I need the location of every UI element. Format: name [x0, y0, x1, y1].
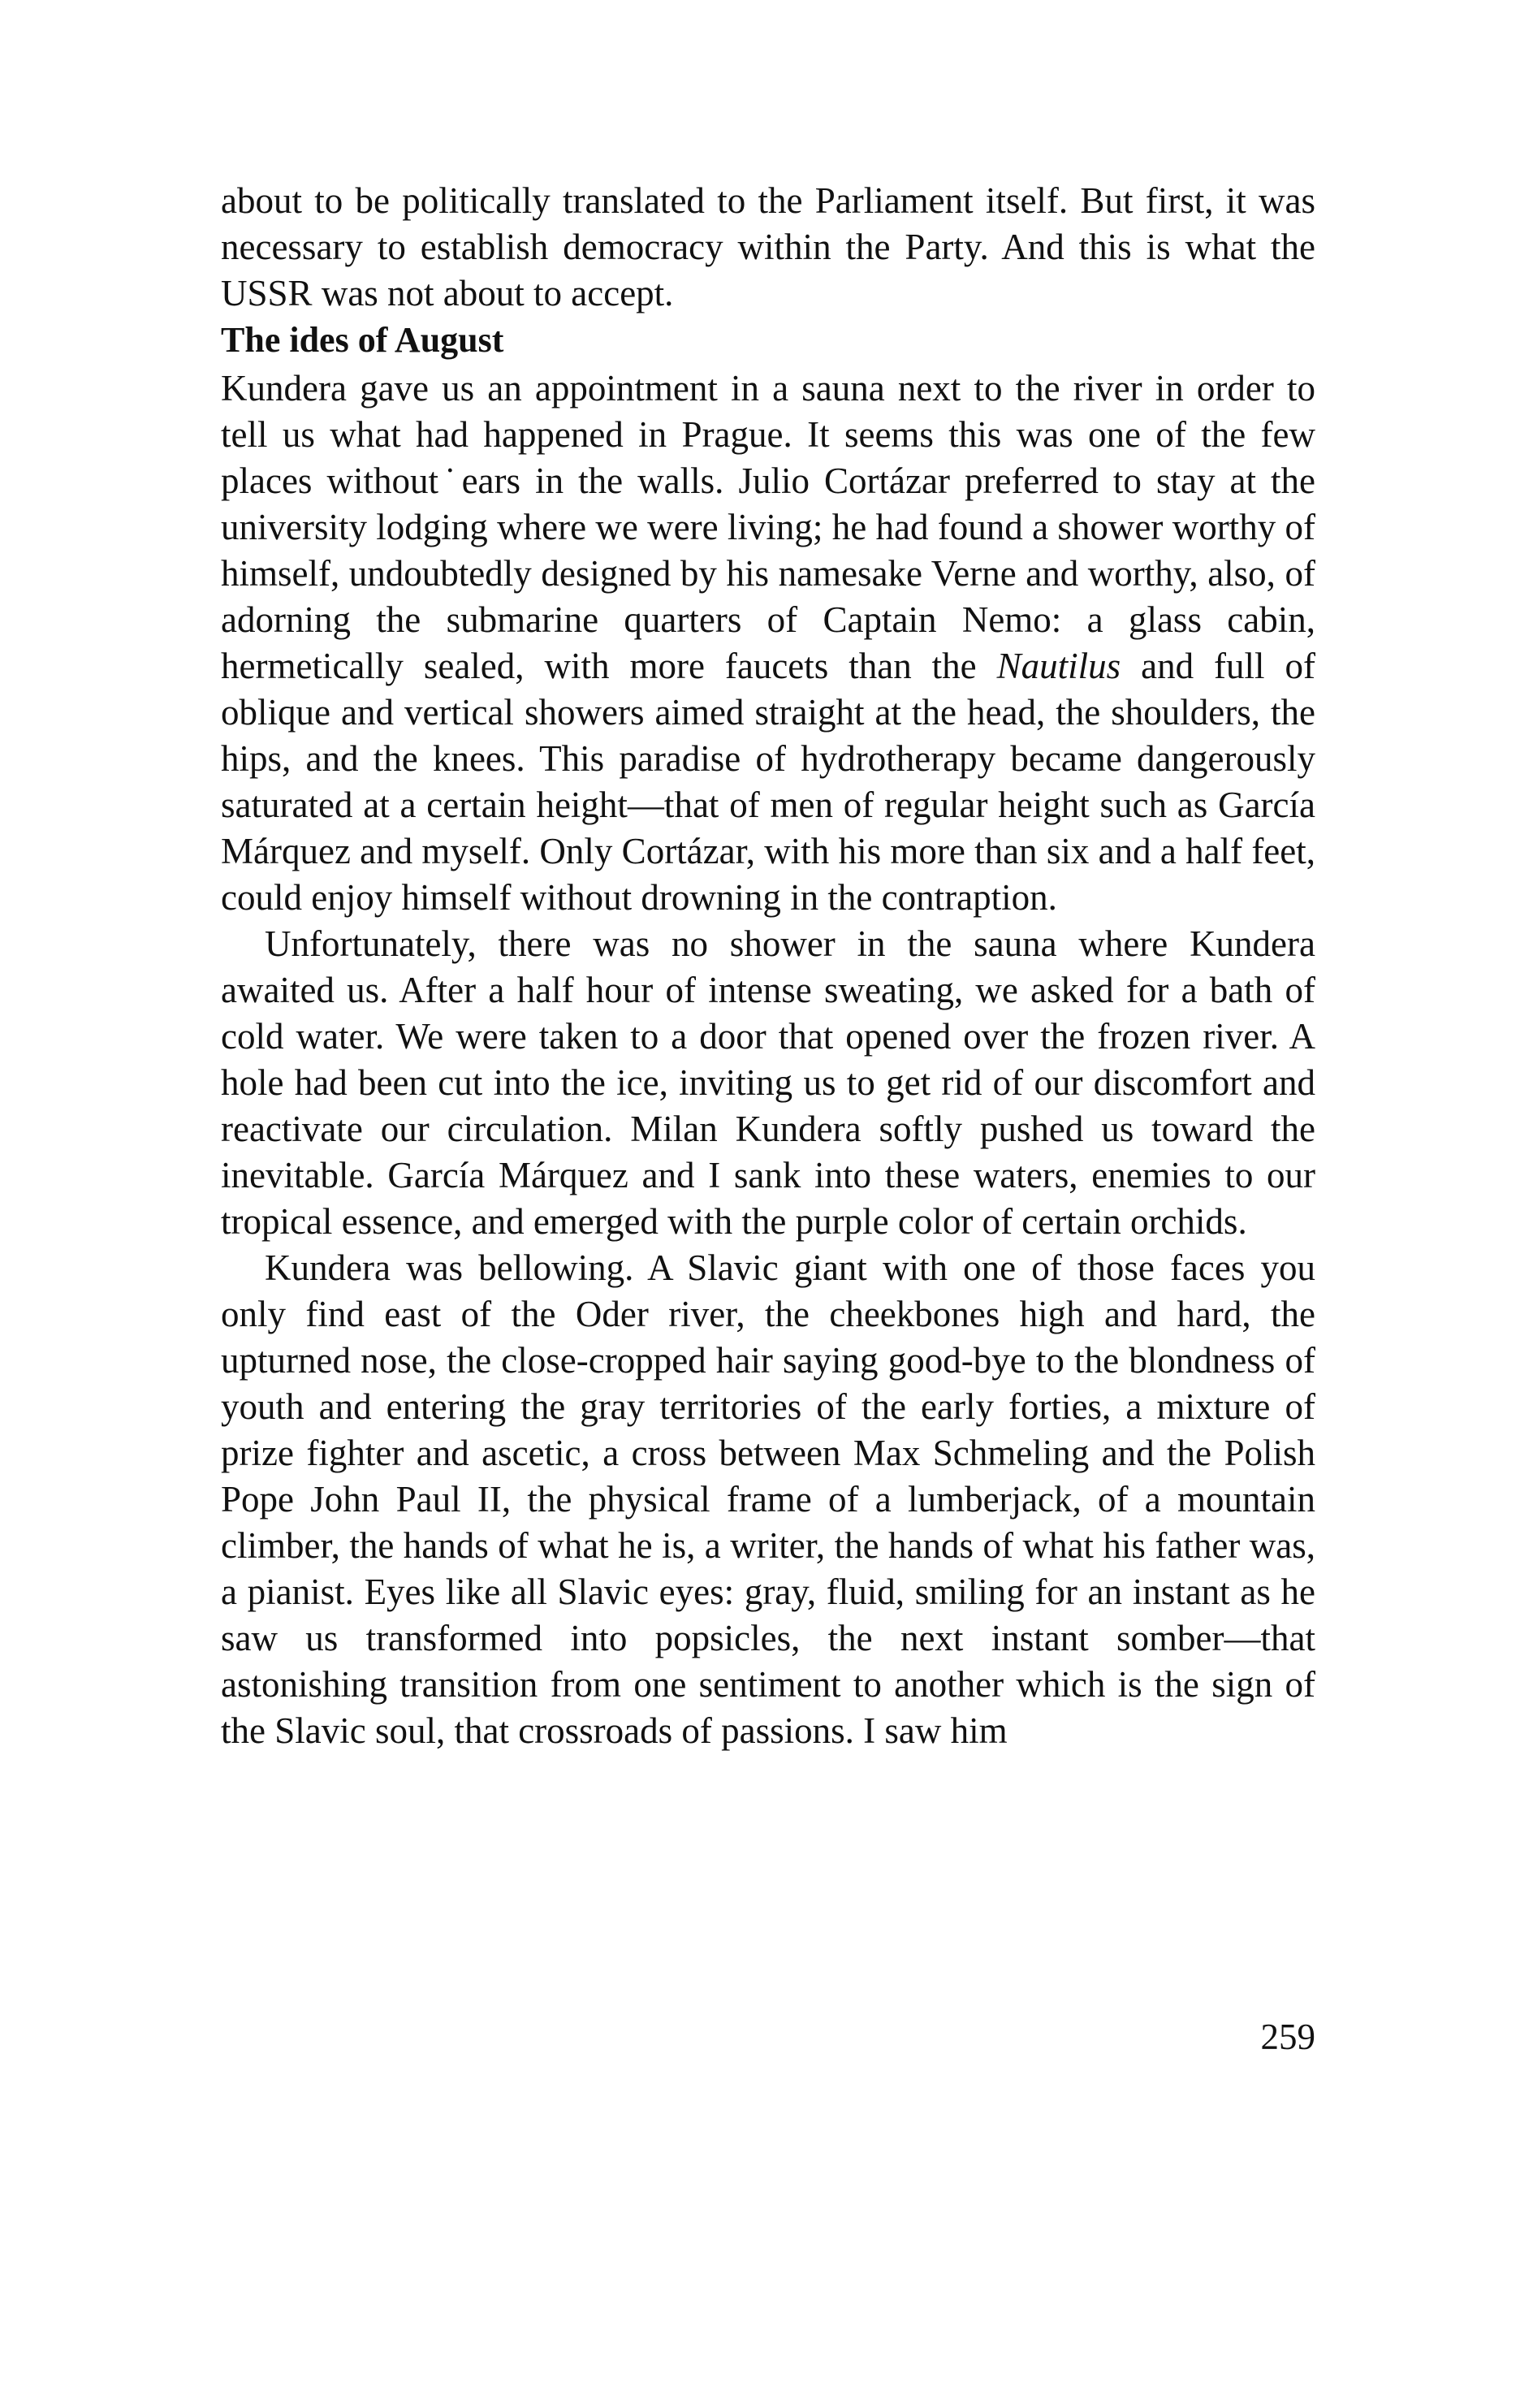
paragraph-sauna: [221, 365, 1315, 921]
paragraph-sauna-part-1: Kundera gave us an appointment in a sauna next to the river in order to tell us what had happened in Prague. It seems this was one of the few places without˙ears in the walls. Julio Cortázar preferred to stay at the university lodging where we were living; he had found a shower worthy of himself, undoubtedly designed by his namesake Verne and worthy, also, of adorning the submarine quarters of Captain Nemo: a glass cabin, hermetically sealed, with more faucets than the: [221, 368, 1315, 686]
section-heading: The ides of August: [221, 320, 504, 360]
intro-paragraph-block: [221, 178, 1315, 317]
ship-name-italic: Nautilus: [996, 646, 1121, 686]
paragraph-sauna-part-2: and full of oblique and vertical showers aimed straight at the head, the shoulders, the hips, and the knees. This paradise of hydrotherapy became dangerously saturated at a certain height—that of men of regular height such as García Márquez and myself. Only Cortázar, with his more than six and a half feet, could enjoy himself without drowning in the contraption.: [221, 646, 1315, 918]
page-number: 259: [1260, 2017, 1315, 2057]
intro-paragraph: about to be politically translated to the Parliament itself. But first, it was necessary to establish democracy within the Party. And this is what the USSR was not about to accept.: [221, 180, 1315, 313]
paragraph-kundera-description: Kundera was bellowing. A Slavic giant with one of those faces you only find east of the Oder river, the cheekbones high and hard, the upturned nose, the close-cropped hair saying good-bye to the blondness of youth and entering the gray territories of the early forties, a mixture of prize fighter and ascetic, a cross between Max Schmeling and the Polish Pope John Paul II, the physical frame of a lumberjack, of a mountain climber, the hands of what he is, a writer, the hands of what his father was, a pianist. Eyes like all Slavic eyes: gray, fluid, smiling for an instant as he saw us transformed into popsicles, the next instant somber—that astonishing transition from one sentiment to another which is the sign of the Slavic soul, that crossroads of passions. I saw him: [221, 1247, 1315, 1751]
body-text: [221, 365, 1315, 1754]
paragraph-frozen-river: Unfortunately, there was no shower in the sauna where Kundera awaited us. After a half hour of intense sweating, we asked for a bath of cold water. We were taken to a door that opened over the frozen river. A hole had been cut into the ice, inviting us to get rid of our discomfort and reactivate our circulation. Milan Kundera softly pushed us toward the inevitable. García Márquez and I sank into these waters, enemies to our tropical essence, and emerged with the purple color of certain orchids.: [221, 923, 1315, 1242]
